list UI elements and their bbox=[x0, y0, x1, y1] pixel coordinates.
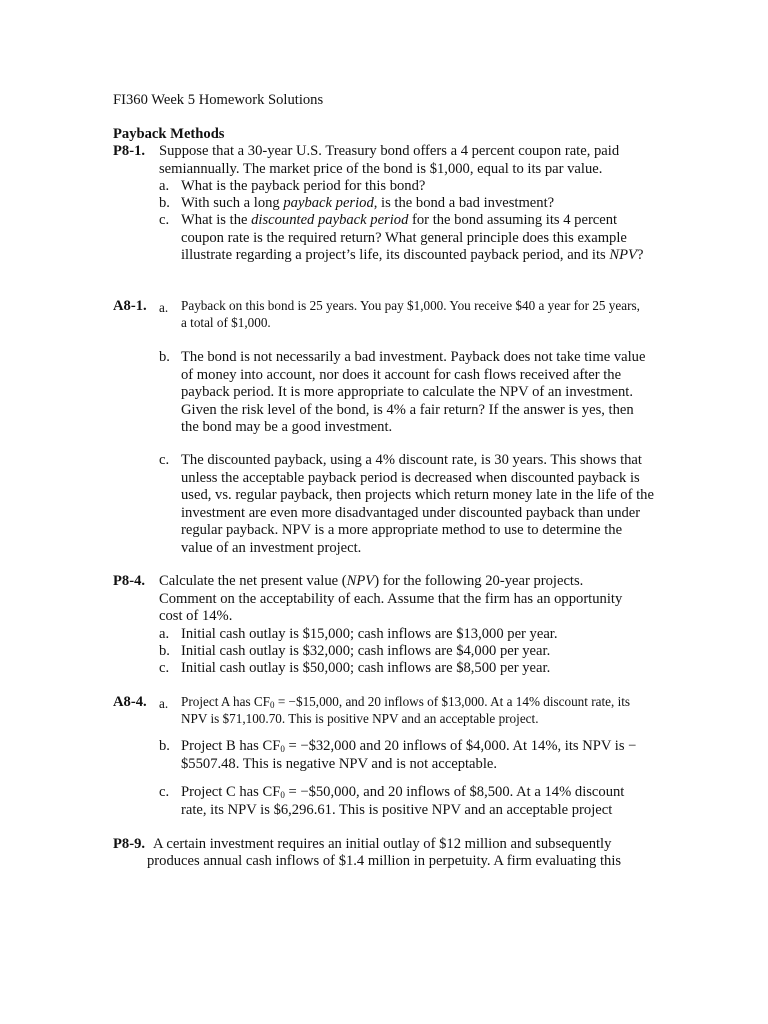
problem-p8-9-line-2: produces annual cash inflows of $1.4 million in perpetuity. A firm evaluating this bbox=[147, 853, 622, 869]
item-marker: c. bbox=[159, 660, 170, 676]
item-marker: a. bbox=[159, 178, 170, 194]
problem-p8-9-line-1: A certain investment requires an initial outlay of $12 million and subsequently bbox=[153, 836, 612, 852]
problem-label-p8-4: P8-4. bbox=[113, 573, 146, 589]
item-marker: b. bbox=[159, 643, 170, 659]
answer-a8-4-b: Project B has $CF_0$ = −$32,000 and 20 inflows of $4,000. At 14%, its NPV is −$5507.48. This is negative NPV and is not acceptable. bbox=[181, 738, 637, 772]
problem-p8-1-a: What is the payback period for this bond? bbox=[181, 178, 426, 194]
problem-p8-4-intro: Calculate the net present value (NPV) for the following 20-year projects. Comment on the acceptability of each. Assume that the firm has an opportunity cost of 14%. bbox=[159, 573, 623, 625]
item-marker: b. bbox=[159, 738, 170, 754]
document-title: FI360 Week 5 Homework Solutions bbox=[113, 92, 324, 108]
answer-a8-1-c: The discounted payback, using a 4% discount rate, is 30 years. This shows that unless the acceptable payback period is decreased when discounted payback is used, vs. regular payback, then projects which return money late in the life of the investment are even more disadvantaged under discounted payback than under regular payback. NPV is a more appropriate method to use to determine the value of an investment project. bbox=[181, 452, 654, 556]
answer-label-a8-4: A8-4. bbox=[113, 694, 147, 710]
item-marker: a. bbox=[159, 696, 169, 711]
item-marker: a. bbox=[159, 300, 169, 315]
problem-p8-4-c: Initial cash outlay is $50,000; cash inflows are $8,500 per year. bbox=[181, 660, 551, 676]
answer-a8-4-a: Project A has $CF_0$ = −$15,000, and 20 inflows of $13,000. At a 14% discount rate, its NPV is $71,100.70. This is positive NPV and an acceptable project. bbox=[181, 694, 631, 726]
answer-a8-1-b: The bond is not necessarily a bad investment. Payback does not take time value of money into account, nor does it account for cash flows received after the payback period. It is more appropriate to calculate the NPV of an investment. Given the risk level of the bond, is 4% a fair return? If the answer is yes, then the bond may be a good investment. bbox=[181, 349, 646, 436]
answer-label-a8-1: A8-1. bbox=[113, 298, 147, 314]
answer-a8-1-a: Payback on this bond is 25 years. You pay $1,000. You receive $40 a year for 25 years, a total of $1,000. bbox=[181, 298, 640, 330]
item-marker: b. bbox=[159, 349, 170, 365]
problem-p8-4-b: Initial cash outlay is $32,000; cash inflows are $4,000 per year. bbox=[181, 643, 551, 659]
problem-p8-1-c: What is the discounted payback period for the bond assuming its 4 percent coupon rate is the required return? What general principle does this example illustrate regarding a project’s life, its discounted payback period, and its NPV? bbox=[181, 212, 644, 264]
problem-p8-4-a: Initial cash outlay is $15,000; cash inflows are $13,000 per year. bbox=[181, 626, 558, 642]
problem-label-p8-9: P8-9. bbox=[113, 836, 146, 852]
item-marker: c. bbox=[159, 212, 170, 228]
problem-p8-1-intro: Suppose that a 30-year U.S. Treasury bond offers a 4 percent coupon rate, paid semiannually. The market price of the bond is $1,000, equal to its par value. bbox=[159, 143, 620, 177]
section-heading: Payback Methods bbox=[113, 126, 225, 142]
answer-a8-4-c: Project C has $CF_0$ = −$50,000, and 20 inflows of $8,500. At a 14% discount rate, its NPV is $6,296.61. This is positive NPV and an acceptable project bbox=[181, 784, 625, 818]
problem-label-p8-1: P8-1. bbox=[113, 143, 146, 159]
item-marker: b. bbox=[159, 195, 170, 211]
item-marker: c. bbox=[159, 784, 170, 800]
item-marker: c. bbox=[159, 452, 170, 468]
problem-p8-1-b: With such a long payback period, is the bond a bad investment? bbox=[181, 195, 555, 211]
item-marker: a. bbox=[159, 626, 170, 642]
